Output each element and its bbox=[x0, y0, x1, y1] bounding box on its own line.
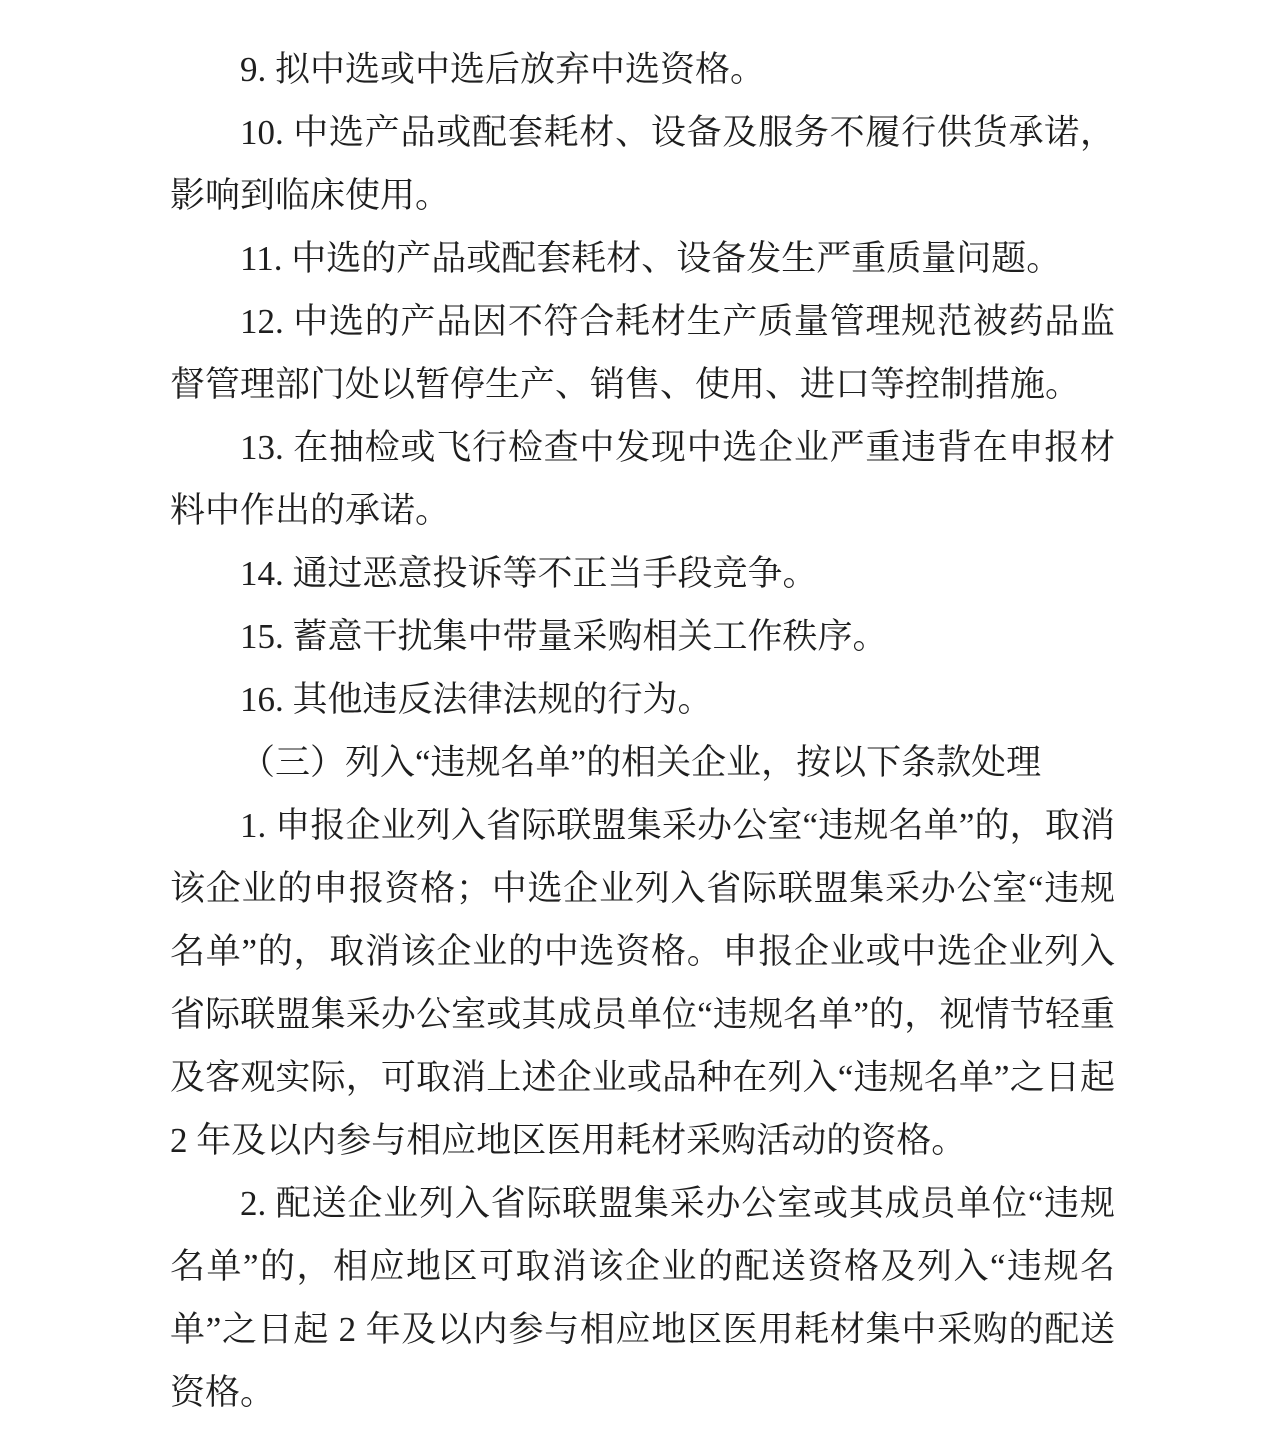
list-item-10: 10. 中选产品或配套耗材、设备及服务不履行供货承诺，影响到临床使用。 bbox=[170, 113, 1115, 215]
list-item-14: 14. 通过恶意投诉等不正当手段竞争。 bbox=[240, 554, 818, 593]
section-heading-3: （三）列入“违规名单”的相关企业，按以下条款处理 bbox=[240, 743, 1042, 782]
clause-item-1: 1. 申报企业列入省际联盟集采办公室“违规名单”的，取消该企业的申报资格；中选企业列入省际联盟集采办公室“违规名单”的，取消该企业的中选资格。申报企业或中选企业列入省际联盟集采办公室或其成员单位“违规名单”的，视情节轻重及客观实际，可取消上述企业或品种在列入“违规名单”之日起 2 年及以内参与相应地区医用耗材采购活动的资格。 bbox=[170, 806, 1115, 1160]
list-item-12: 12. 中选的产品因不符合耗材生产质量管理规范被药品监督管理部门处以暂停生产、销售、使用、进口等控制措施。 bbox=[170, 302, 1115, 404]
list-item-11: 11. 中选的产品或配套耗材、设备发生严重质量问题。 bbox=[240, 239, 1062, 278]
list-item-13: 13. 在抽检或飞行检查中发现中选企业严重违背在申报材料中作出的承诺。 bbox=[170, 428, 1115, 530]
list-item-16: 16. 其他违反法律法规的行为。 bbox=[240, 680, 713, 719]
list-item-9: 9. 拟中选或中选后放弃中选资格。 bbox=[240, 50, 766, 89]
clause-item-2: 2. 配送企业列入省际联盟集采办公室或其成员单位“违规名单”的，相应地区可取消该企业的配送资格及列入“违规名单”之日起 2 年及以内参与相应地区医用耗材集中采购的配送资格。 bbox=[170, 1184, 1115, 1412]
list-item-15: 15. 蓄意干扰集中带量采购相关工作秩序。 bbox=[240, 617, 888, 656]
